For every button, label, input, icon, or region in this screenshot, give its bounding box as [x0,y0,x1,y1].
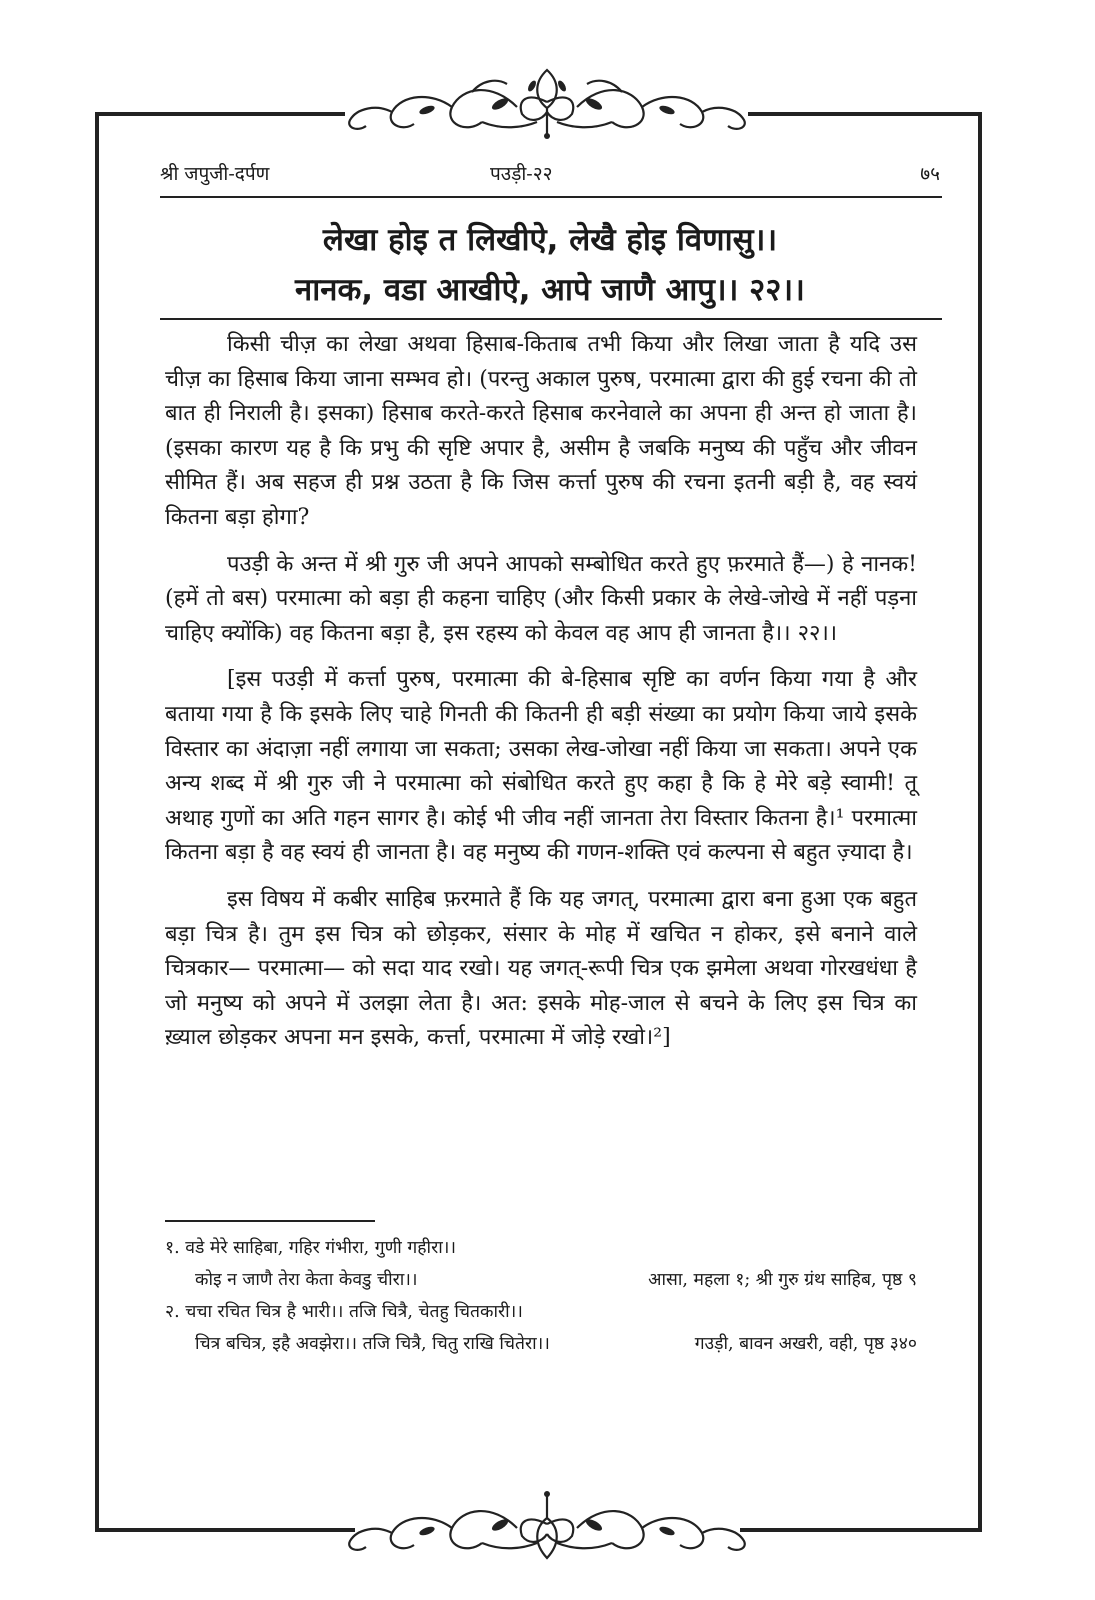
footnote-2-line-1 [165,1296,917,1328]
paragraph: [इस पउड़ी में कर्त्ता पुरुष, परमात्मा की बे-हिसाब सृष्टि का वर्णन किया गया है और बताया गया है कि इसके लिए चाहे गिनती की कितनी ही बड़ी संख्या का प्रयोग किया जाये इसके विस्तार का अंदाज़ा नहीं लगाया जा सकता; उसका लेख-जोखा नहीं किया जा सकता। अपने एक अन्य शब्द में श्री गुरु जी ने परमात्मा को संबोधित करते हुए कहा है कि हे मेरे बड़े स्वामी! तू अथाह गुणों का अति गहन सागर है। कोई भी जीव नहीं जानता तेरा विस्तार कितना है।¹ परमात्मा कितना बड़ा है वह स्वयं ही जानता है। वह मनुष्य की गणन-शक्ति एवं कल्पना से बहुत ज़्यादा है। [165,667,917,866]
verse-rule [160,318,942,320]
footnote-text: कोइ न जाणै तेरा केता केवडु चीरा।। [195,1270,418,1290]
frame-bottom-left-line [95,1528,355,1532]
verse-line-2: नानक, वडा आखीऐ, आपे जाणै आपु।। २२।। [295,272,805,308]
bottom-floral-ornament [322,1488,772,1568]
verse-line-1: लेखा होइ त लिखीऐ, लेखै होइ विणासु।। [322,222,778,258]
paragraph: किसी चीज़ का लेखा अथवा हिसाब-किताब तभी किया और लिखा जाता है यदि उस चीज़ का हिसाब किया जाना सम्भव हो। (परन्तु अकाल पुरुष, परमात्मा द्वारा की हुई रचना की तो बात ही निराली है। इसका) हिसाब करते-करते हिसाब करनेवाले का अपना ही अन्त हो जाता है। (इसका कारण यह है कि प्रभु की सृष्टि अपार है, असीम है जबकि मनुष्य की पहुँच और जीवन सीमित हैं। अब सहज ही प्रश्न उठता है कि जिस कर्त्ता पुरुष की रचना इतनी बड़ी है, वह स्वयं कितना बड़ा होगा? [165,332,917,530]
paragraph: इस विषय में कबीर साहिब फ़रमाते हैं कि यह जगत्, परमात्मा द्वारा बना हुआ एक बहुत बड़ा चित्र है। तुम इस चित्र को छोड़कर, संसार के मोह में खचित न होकर, इसे बनाने वाले चित्रकार— परमात्मा— को सदा याद रखो। यह जगत्-रूपी चित्र एक झमेला अथवा गोरखधंधा है जो मनुष्य को अपने में उलझा लेता है। अत: इसके मोह-जाल से बचने के लिए इस चित्र का ख़्याल छोड़कर अपना मन इसके, कर्त्ता, परमात्मा में जोड़े रखो।²] [165,886,917,1051]
frame-top-right-line [748,112,982,116]
footnotes [165,1232,917,1360]
footnote-1-line-2 [165,1264,917,1296]
commentary-body [165,328,917,1068]
footnote-separator [165,1220,375,1222]
book-title: श्री जपुजी-दर्पण [160,163,270,185]
page-number: ७५ [920,163,940,185]
footnote-source: गउड़ी, बावन अखरी, वही, पृष्ठ ३४० [694,1334,917,1354]
footnote-text: १. वडे मेरे साहिबा, गहिर गंभीरा, गुणी गहीरा।। [165,1238,457,1258]
running-head [160,160,940,192]
section-title: पउड़ी-२२ [490,163,553,185]
footnote-1-line-1 [165,1232,917,1264]
footnote-2-line-2 [165,1328,917,1360]
frame-top-left-line [95,112,345,116]
paragraph: पउड़ी के अन्त में श्री गुरु जी अपने आपको सम्बोधित करते हुए फ़रमाते हैं—) हे नानक! (हमें तो बस) परमात्मा को बड़ा ही कहना चाहिए (और किसी प्रकार के लेखे-जोखे में नहीं पड़ना चाहिए क्योंकि) वह कितना बड़ा है, इस रहस्य को केवल वह आप ही जानता है।। २२।। [165,551,917,646]
footnote-text: २. चचा रचित चित्र है भारी।। तजि चित्रै, चेतहु चितकारी।। [165,1302,523,1322]
frame-bottom-right-line [740,1528,982,1532]
footnote-text: चित्र बचित्र, इहै अवझेरा।। तजि चित्रै, चितु राखि चितेरा।। [195,1334,550,1354]
footnote-source: आसा, महला १; श्री गुरु ग्रंथ साहिब, पृष्ठ ९ [648,1270,917,1290]
header-rule [160,196,942,198]
